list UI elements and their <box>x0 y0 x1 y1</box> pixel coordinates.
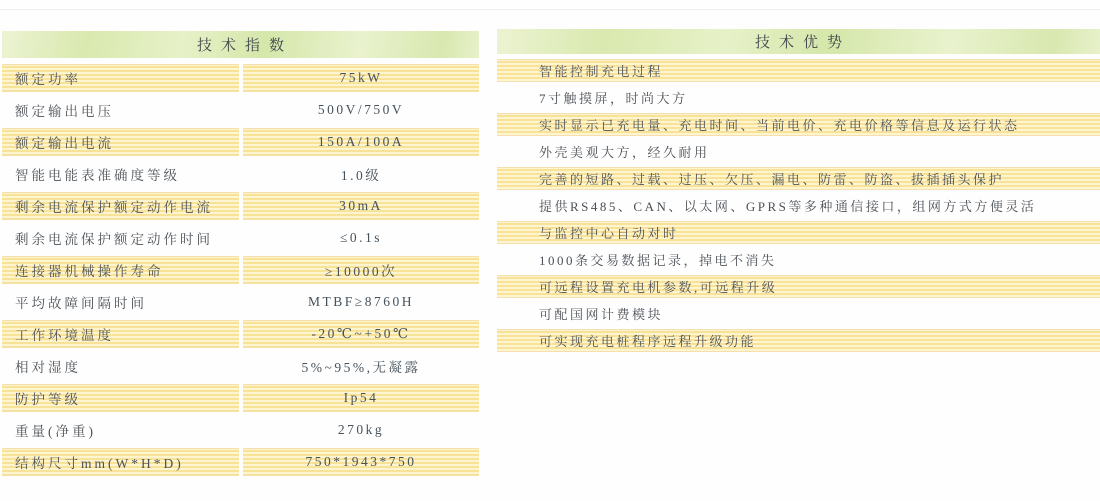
table-row <box>2 126 479 158</box>
list-item <box>497 192 1100 219</box>
advantage-text: 外壳美观大方，经久耐用 <box>539 145 710 160</box>
advantage-text: 1000条交易数据记录，掉电不消失 <box>539 253 777 268</box>
table-row <box>2 254 479 286</box>
list-item <box>497 273 1100 300</box>
table-row <box>2 318 479 350</box>
scan-artifact-line <box>0 9 1100 10</box>
advantages-table-header <box>497 29 1100 54</box>
table-row <box>2 414 479 446</box>
spec-value: Ip54 <box>243 384 479 412</box>
advantages-table-title: 技术优势 <box>754 35 851 51</box>
table-row <box>2 350 479 382</box>
spec-label: 额定功率 <box>2 64 239 92</box>
advantage-text: 可配国网计费模块 <box>539 307 664 322</box>
advantage-text: 实时显示已充电量、充电时间、当前电价、充电价格等信息及运行状态 <box>497 113 1100 136</box>
list-item <box>497 300 1100 327</box>
spec-label: 智能电能表准确度等级 <box>15 168 180 183</box>
spec-label: 剩余电流保护额定动作电流 <box>2 192 239 220</box>
table-row <box>2 382 479 414</box>
spec-value: 500V/750V <box>317 102 405 117</box>
advantage-text: 完善的短路、过载、过压、欠压、漏电、防雷、防盗、拔插插头保护 <box>497 167 1100 190</box>
spec-value: 5%~95%,无凝露 <box>301 360 421 375</box>
list-item <box>497 165 1100 192</box>
spec-label: 结构尺寸mm(W*H*D) <box>2 448 239 476</box>
advantage-text: 提供RS485、CAN、以太网、GPRS等多种通信接口，组网方式方便灵活 <box>539 199 1037 214</box>
spec-label: 工作环境温度 <box>2 320 239 348</box>
spec-label: 额定输出电流 <box>2 128 239 156</box>
spec-value: ≤0.1s <box>339 230 383 245</box>
spec-value: MTBF≥8760H <box>308 294 414 309</box>
list-item <box>497 138 1100 165</box>
list-item <box>497 246 1100 273</box>
table-row <box>2 286 479 318</box>
spec-label: 连接器机械操作寿命 <box>2 256 239 284</box>
spec-label: 平均故障间隔时间 <box>15 296 147 311</box>
spec-value: ≥10000次 <box>243 256 479 284</box>
technical-advantages-table <box>497 29 1100 354</box>
table-row <box>2 222 479 254</box>
advantage-text: 可实现充电桩程序远程升级功能 <box>497 329 1100 352</box>
spec-value: 1.0级 <box>340 168 382 183</box>
list-item <box>497 84 1100 111</box>
advantage-text: 智能控制充电过程 <box>497 59 1100 82</box>
table-row <box>2 190 479 222</box>
spec-label: 重量(净重) <box>15 424 96 439</box>
spec-value: 270kg <box>337 422 385 437</box>
spec-value: -20℃~+50℃ <box>243 320 479 348</box>
list-item <box>497 57 1100 84</box>
technical-spec-table <box>2 31 479 478</box>
spec-table-title: 技术指数 <box>196 38 293 54</box>
spec-label: 剩余电流保护额定动作时间 <box>15 232 213 247</box>
advantage-text: 7寸触摸屏，时尚大方 <box>539 91 688 106</box>
table-row <box>2 94 479 126</box>
advantage-text: 与监控中心自动对时 <box>497 221 1100 244</box>
table-row <box>2 446 479 478</box>
spec-label: 防护等级 <box>2 384 239 412</box>
list-item <box>497 219 1100 246</box>
table-row <box>2 158 479 190</box>
list-item <box>497 327 1100 354</box>
spec-value: 75kW <box>243 64 479 92</box>
spec-value: 750*1943*750 <box>243 448 479 476</box>
spec-label: 相对湿度 <box>15 360 81 375</box>
spec-value: 30mA <box>243 192 479 220</box>
list-item <box>497 111 1100 138</box>
spec-value: 150A/100A <box>243 128 479 156</box>
spec-label: 额定输出电压 <box>15 104 114 119</box>
advantage-text: 可远程设置充电机参数,可远程升级 <box>497 275 1100 298</box>
table-row <box>2 62 479 94</box>
spec-table-header <box>2 31 479 58</box>
